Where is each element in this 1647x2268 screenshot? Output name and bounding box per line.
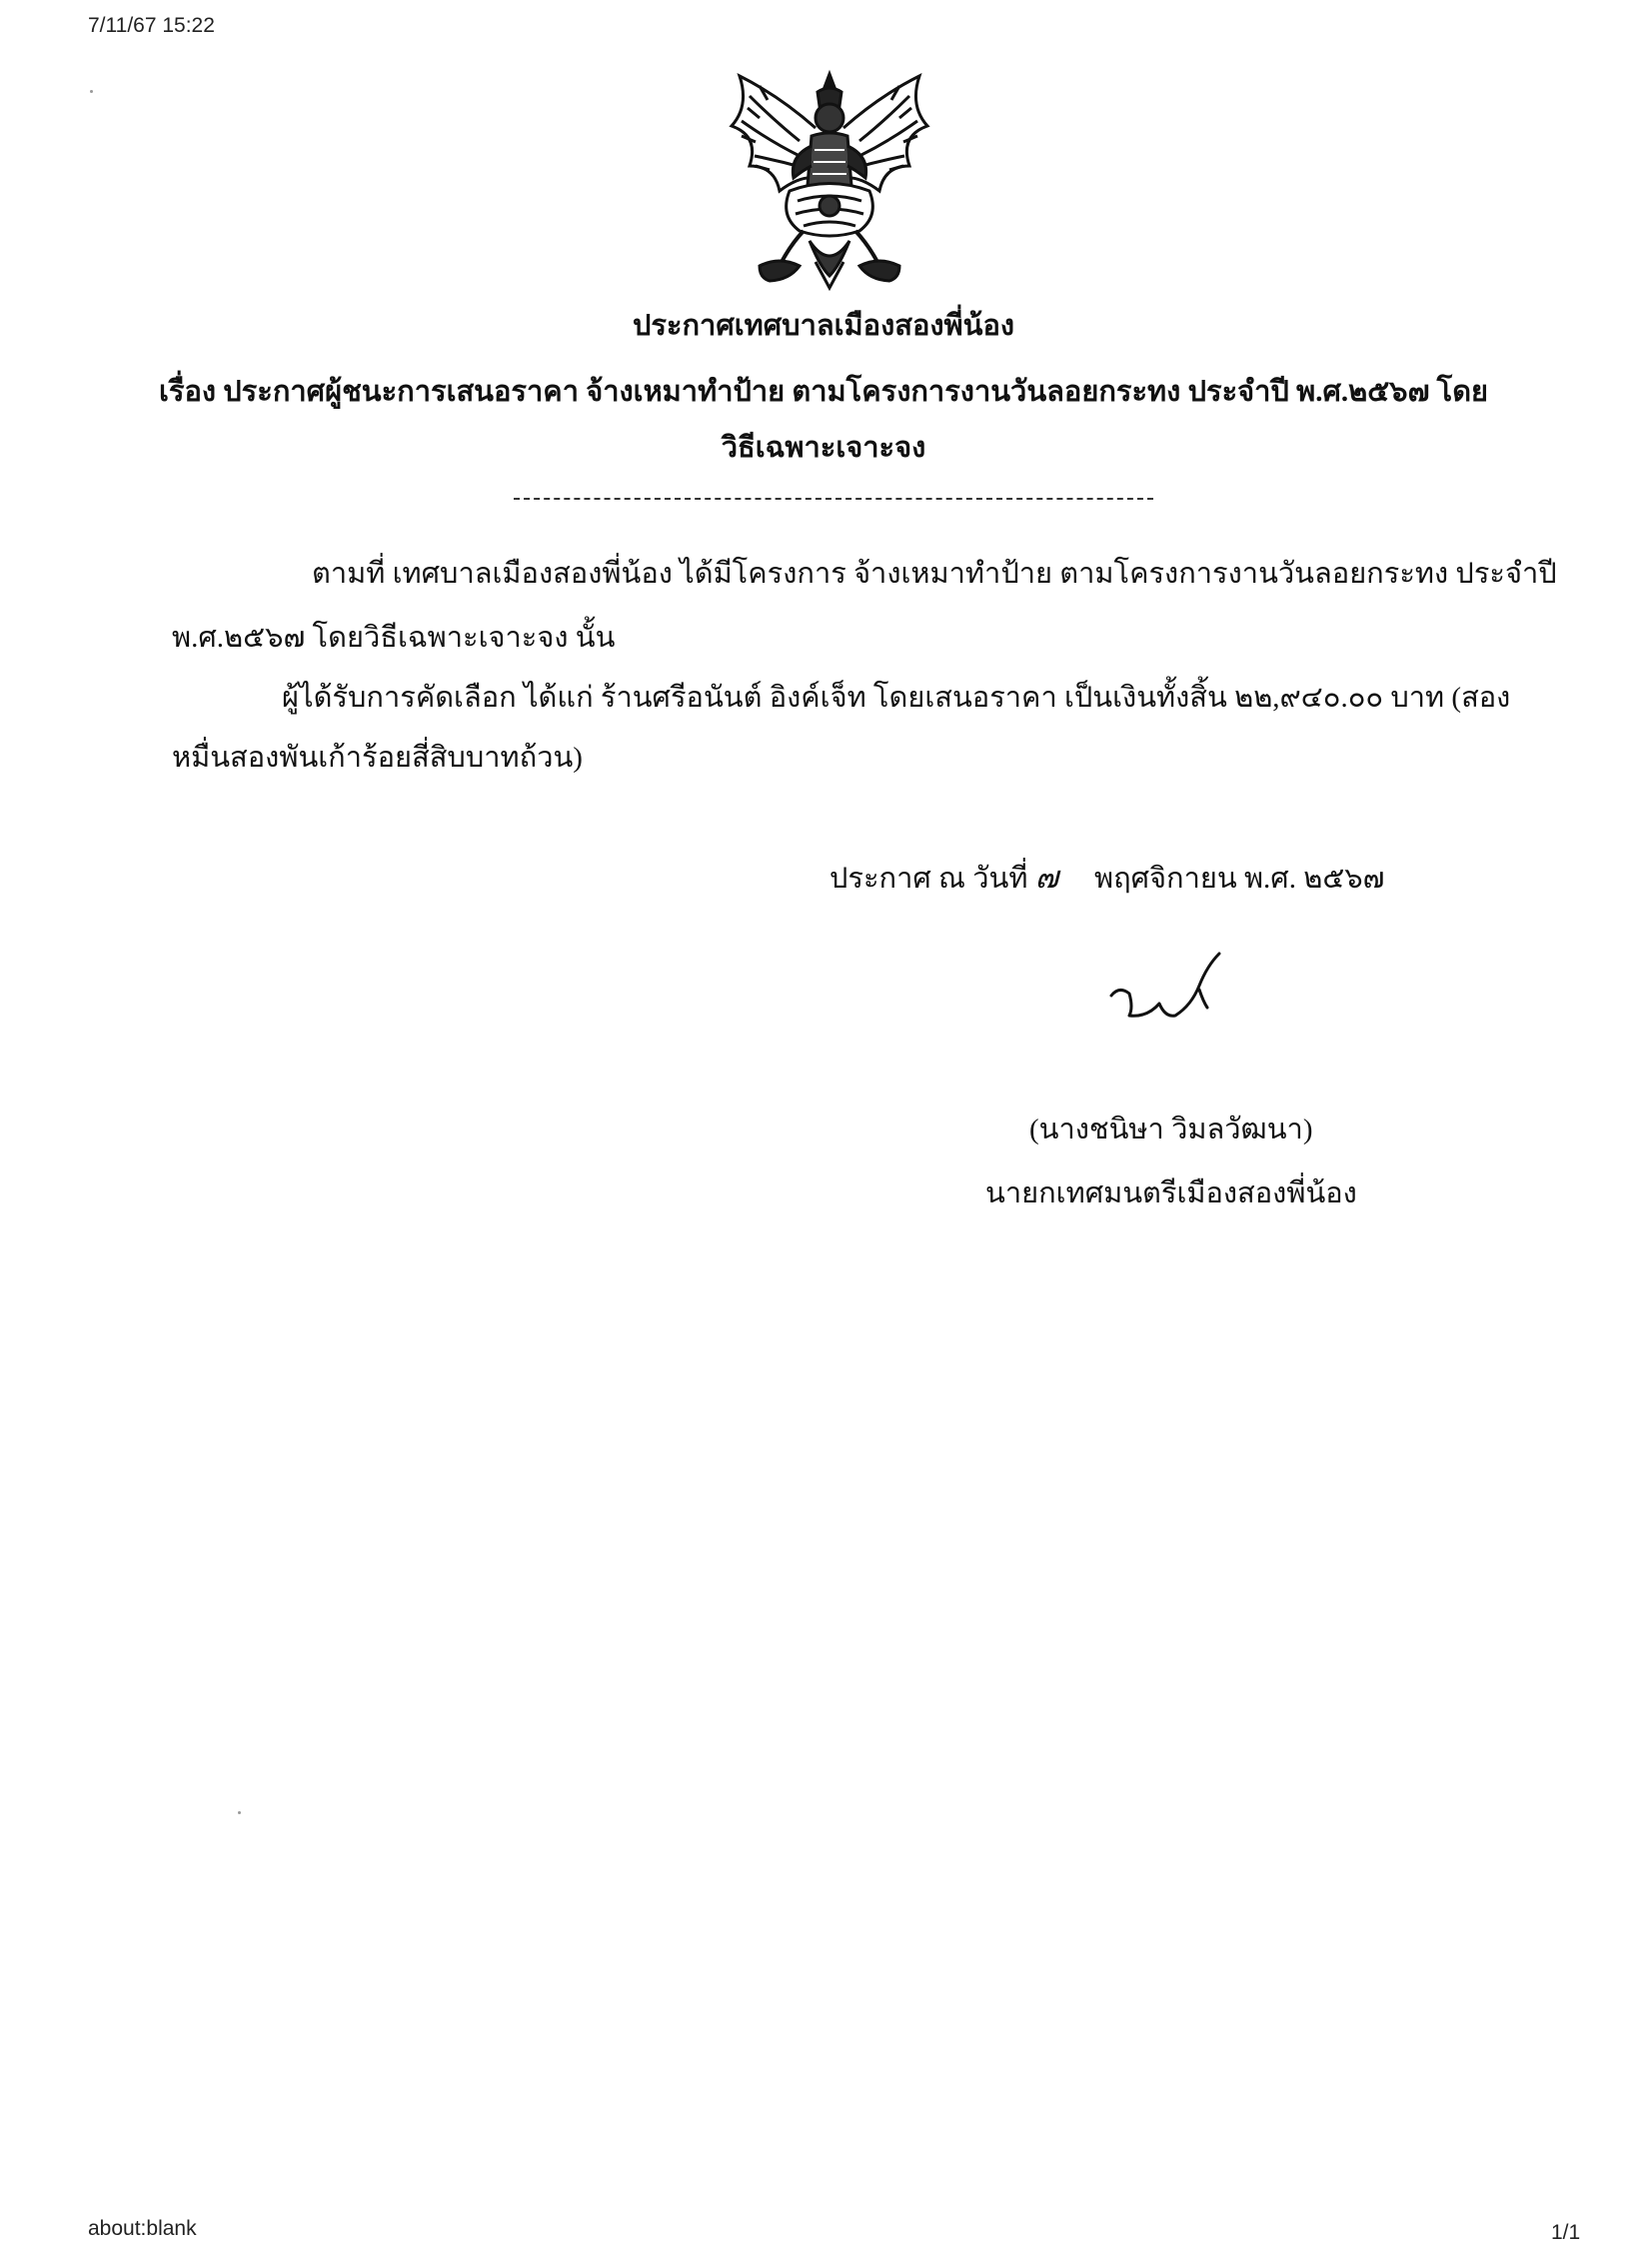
scan-artifact [90,90,93,93]
signer-name: (นางชนิษา วิมลวัฒนา) [1029,1114,1313,1145]
paragraph-2-line-2: หมื่นสองพันเก้าร้อยสี่สิบบาทถ้วน) [172,742,583,774]
announce-month-year: พฤศจิกายน พ.ศ. ๒๕๖๗ [1093,863,1385,895]
announce-day-handwritten: ๗ [1034,860,1059,896]
print-footer-page: 1/1 [1551,2221,1581,2244]
garuda-emblem-icon [720,66,939,291]
print-footer-url: about:blank [88,2217,197,2240]
signature-icon [1099,946,1249,1046]
signer-title: นายกเทศมนตรีเมืองสองพี่น้อง [985,1177,1357,1209]
paragraph-2-line-1: ผู้ได้รับการคัดเลือก ได้แก่ ร้านศรีอนันต์ อิงค์เจ็ท โดยเสนอราคา เป็นเงินทั้งสิ้น ๒๒,๙๔๐.๐๐ บาท (สอง [282,682,1511,714]
announcement-date [829,852,1385,902]
print-timestamp: 7/11/67 15:22 [88,14,215,37]
announce-prefix: ประกาศ ณ วันที่ [829,863,1028,895]
document-subject-line-1: เรื่อง ประกาศผู้ชนะการเสนอราคา จ้างเหมาทำป้าย ตามโครงการงานวันลอยกระทง ประจำปี พ.ศ.๒๕๖๗ โดย [158,376,1489,408]
paragraph-1-line-1: ตามที่ เทศบาลเมืองสองพี่น้อง ได้มีโครงการ จ้างเหมาทำป้าย ตามโครงการงานวันลอยกระทง ประจำปี [312,558,1557,590]
paragraph-1-line-2: พ.ศ.๒๕๖๗ โดยวิธีเฉพาะเจาะจง นั้น [172,622,616,654]
document-subject-line-2: วิธีเฉพาะเจาะจง [721,432,926,464]
dashed-divider [514,498,1153,500]
document-organization-title: ประกาศเทศบาลเมืองสองพี่น้อง [632,310,1015,342]
scan-artifact [238,1811,241,1814]
